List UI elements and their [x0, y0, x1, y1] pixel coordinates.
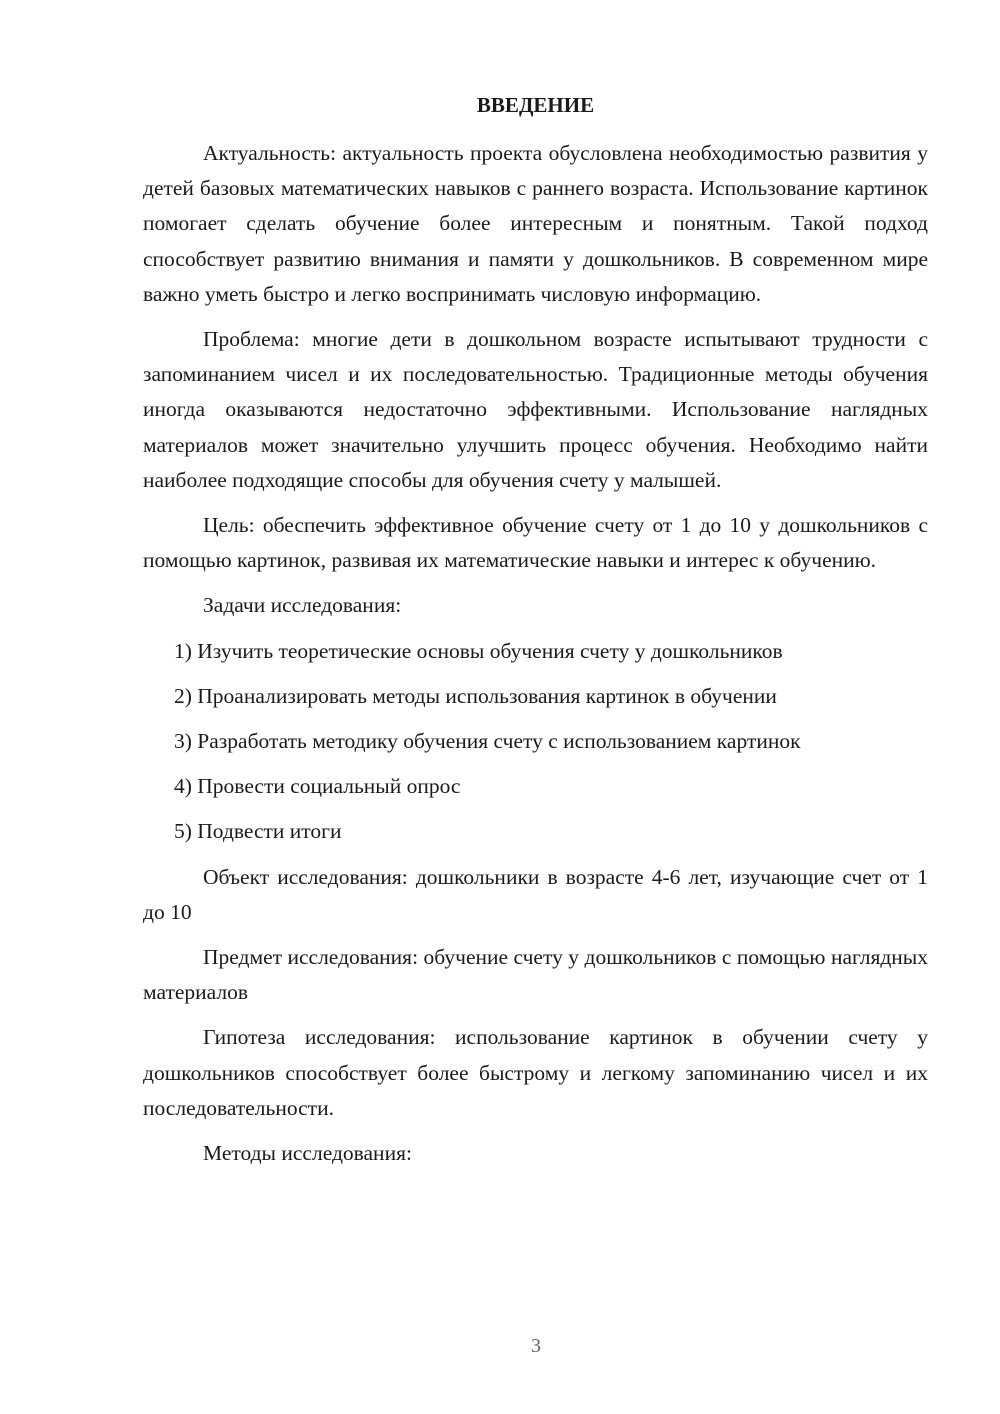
problem-paragraph: Проблема: многие дети в дошкольном возрасте испытывают трудности с запоминанием чисел и их последовательностью. Традиционные методы обучения иногда оказываются недостаточно эффективными. Использование наглядных материалов может значительно улучшить процесс обучения. Необходимо найти наиболее подходящие способы для обучения счету у малышей.	[143, 327, 928, 492]
goal-paragraph: Цель: обеспечить эффективное обучение счету от 1 до 10 у дошкольников с помощью картинок, развивая их математические навыки и интерес к обучению.	[143, 513, 928, 573]
task-item: 4) Провести социальный опрос	[174, 774, 461, 799]
subject-paragraph: Предмет исследования: обучение счету у дошкольников с помощью наглядных материалов	[143, 945, 928, 1005]
task-item: 3) Разработать методику обучения счету с использованием картинок	[174, 729, 801, 754]
task-item: 5) Подвести итоги	[174, 819, 342, 844]
document-page	[143, 92, 928, 1181]
page-title: ВВЕДЕНИЕ	[476, 93, 595, 117]
task-item: 2) Проанализировать методы использования картинок в обучении	[174, 683, 777, 708]
tasks-heading: Задачи исследования:	[203, 593, 402, 618]
task-list	[143, 634, 928, 850]
hypothesis-paragraph: Гипотеза исследования: использование картинок в обучении счету у дошкольников способствует более быстрому и легкому запоминанию чисел и их последовательности.	[143, 1025, 928, 1120]
relevance-paragraph: Актуальность: актуальность проекта обусловлена необходимостью развития у детей базовых математических навыков с раннего возраста. Использование картинок помогает сделать обучение более интересным и понятным. Такой подход способствует развитию внимания и памяти у дошкольников. В современном мире важно уметь быстро и легко воспринимать числовую информацию.	[143, 141, 928, 306]
page-number: 3	[531, 1335, 541, 1357]
methods-heading: Методы исследования:	[203, 1141, 412, 1166]
task-item: 1) Изучить теоретические основы обучения счету у дошкольников	[174, 638, 783, 663]
object-paragraph: Объект исследования: дошкольники в возрасте 4-6 лет, изучающие счет от 1 до 10	[143, 864, 928, 924]
